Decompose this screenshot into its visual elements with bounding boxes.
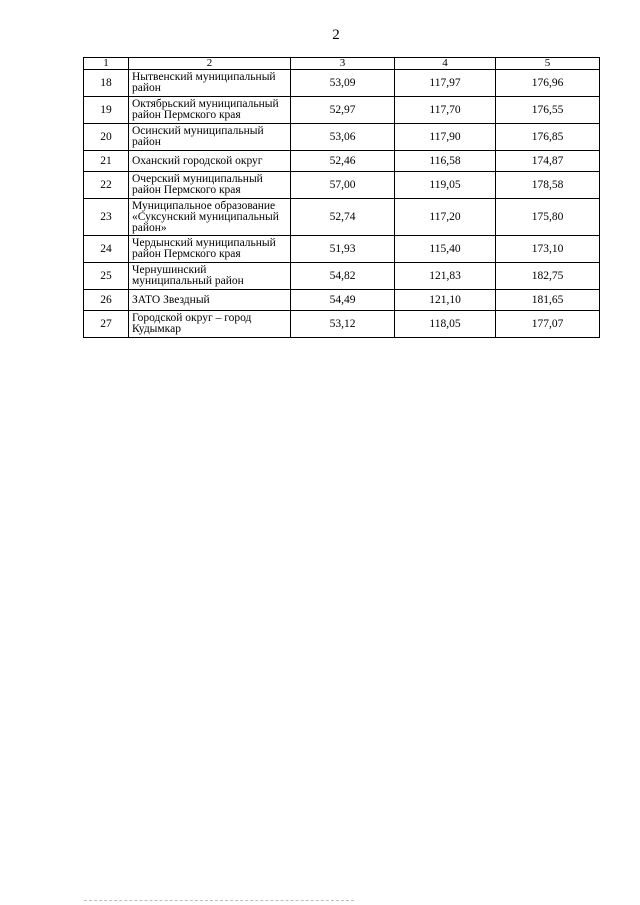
table-row [84,263,600,290]
row-value-col-4: 121,10 [395,290,496,311]
row-value-col-4: 117,90 [395,124,496,151]
row-value-col-3: 51,93 [291,236,395,263]
table-row [84,97,600,124]
row-name: Октябрьский муниципальный район Пермского края [129,97,291,124]
row-value-col-4: 117,20 [395,199,496,236]
row-number: 21 [84,151,129,172]
header-row [84,58,600,70]
row-value-col-4: 116,58 [395,151,496,172]
row-value-col-4: 117,97 [395,70,496,97]
row-value-col-5: 175,80 [496,199,600,236]
row-value-col-3: 52,46 [291,151,395,172]
row-number: 23 [84,199,129,236]
row-value-col-5: 177,07 [496,311,600,338]
header-col-5: 5 [496,58,600,70]
table-row [84,124,600,151]
row-value-col-5: 174,87 [496,151,600,172]
row-value-col-5: 182,75 [496,263,600,290]
header-col-2: 2 [129,58,291,70]
header-col-3: 3 [291,58,395,70]
row-number: 24 [84,236,129,263]
table-row [84,199,600,236]
scan-edge-marks [84,900,354,902]
row-value-col-4: 117,70 [395,97,496,124]
row-number: 20 [84,124,129,151]
row-name: Чернушинский муниципальный район [129,263,291,290]
row-value-col-3: 54,82 [291,263,395,290]
table-row [84,151,600,172]
row-number: 27 [84,311,129,338]
row-number: 18 [84,70,129,97]
row-value-col-4: 119,05 [395,172,496,199]
row-number: 22 [84,172,129,199]
row-name: Городской округ – город Кудымкар [129,311,291,338]
row-value-col-3: 53,06 [291,124,395,151]
row-value-col-3: 53,12 [291,311,395,338]
row-number: 25 [84,263,129,290]
table-row [84,172,600,199]
table-row [84,70,600,97]
row-value-col-3: 57,00 [291,172,395,199]
row-name: Оханский городской округ [129,151,291,172]
row-number: 26 [84,290,129,311]
header-col-4: 4 [395,58,496,70]
row-value-col-3: 53,09 [291,70,395,97]
row-value-col-5: 178,58 [496,172,600,199]
row-value-col-5: 176,85 [496,124,600,151]
row-value-col-4: 115,40 [395,236,496,263]
row-value-col-3: 52,97 [291,97,395,124]
row-value-col-3: 52,74 [291,199,395,236]
row-name: Осинский муниципальный район [129,124,291,151]
row-value-col-3: 54,49 [291,290,395,311]
table-row [84,236,600,263]
row-name: Очерский муниципальный район Пермского края [129,172,291,199]
row-value-col-5: 173,10 [496,236,600,263]
row-name: Нытвенский муниципальный район [129,70,291,97]
row-value-col-4: 121,83 [395,263,496,290]
table-row [84,311,600,338]
page-number: 2 [332,27,340,43]
table-row [84,290,600,311]
row-value-col-4: 118,05 [395,311,496,338]
row-name: Муниципальное образование «Суксунский муниципальный район» [129,199,291,236]
row-value-col-5: 176,55 [496,97,600,124]
header-col-1: 1 [84,58,129,70]
row-value-col-5: 181,65 [496,290,600,311]
data-table [83,57,600,338]
row-number: 19 [84,97,129,124]
row-name: Чердынский муниципальный район Пермского края [129,236,291,263]
row-value-col-5: 176,96 [496,70,600,97]
row-name: ЗАТО Звездный [129,290,291,311]
